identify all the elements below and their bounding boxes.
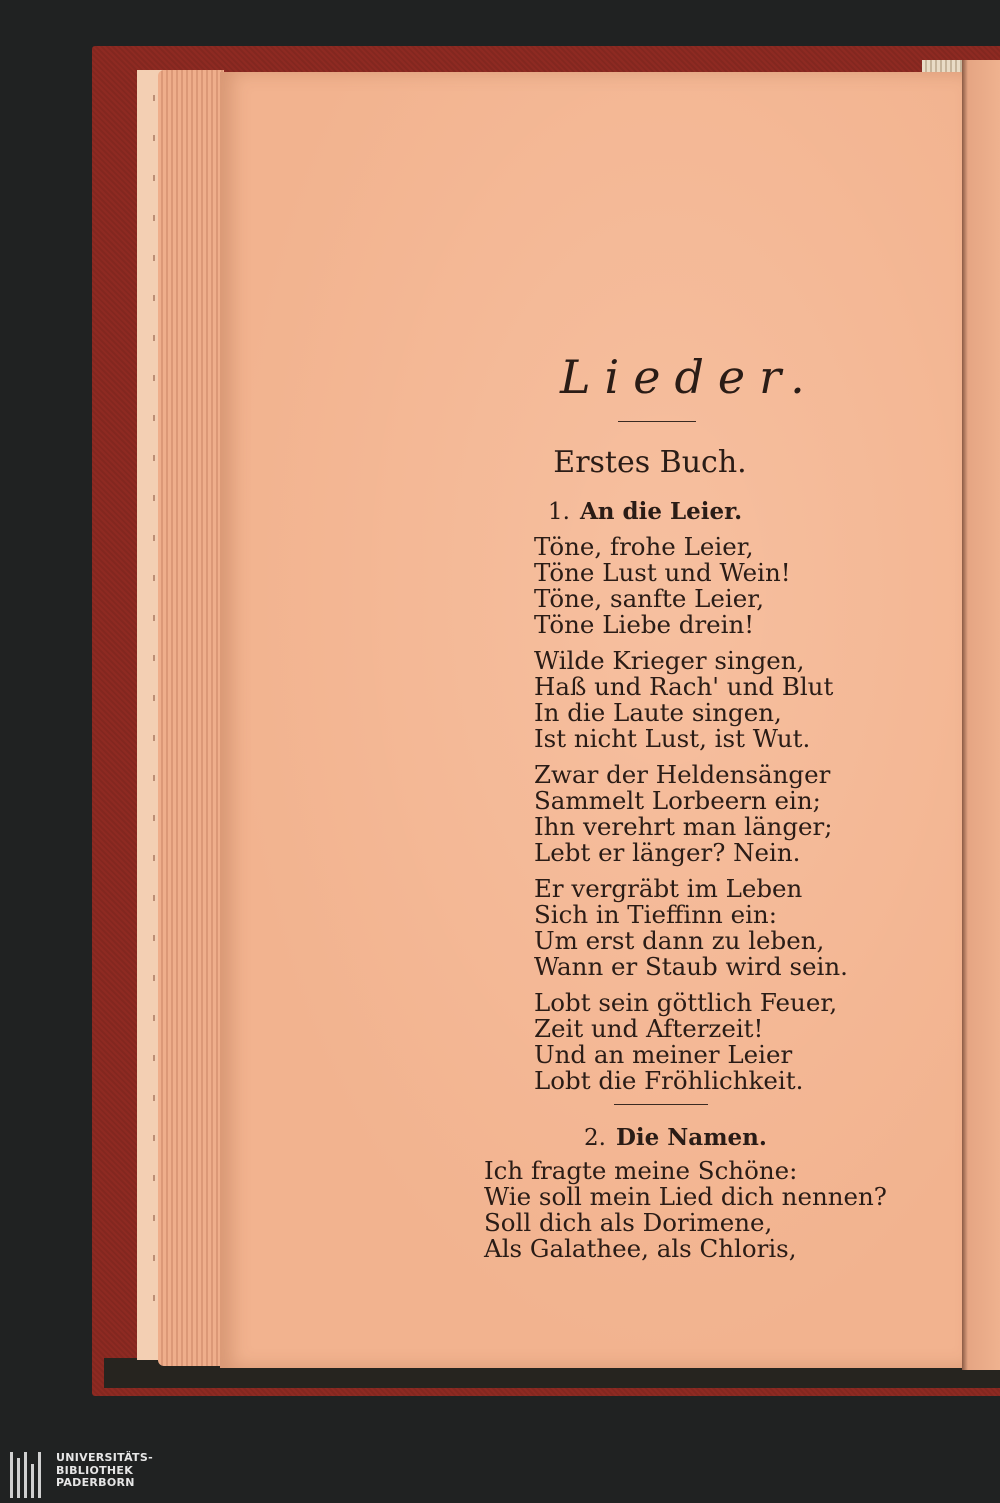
stanza-line: Lebt er länger? Nein. <box>534 838 801 867</box>
stanza-line: Und an meiner Leier <box>534 1040 793 1069</box>
poem-1-title: An die Leier. <box>579 498 743 525</box>
poem-2-title: Die Namen. <box>615 1124 767 1151</box>
gutter-next-page <box>962 60 1000 1370</box>
stanza-line: Ihn verehrt man länger; <box>534 812 833 841</box>
endpaper-stitching <box>153 95 155 1315</box>
stanza-line: In die Laute singen, <box>534 698 782 727</box>
stanza-line: Sammelt Lorbeern ein; <box>534 786 821 815</box>
stanza-line: Um erst dann zu leben, <box>534 926 825 955</box>
poem-1-heading <box>548 498 742 525</box>
logo-line-2: BIBLIOTHEK <box>56 1463 134 1477</box>
poem-2-number: 2. <box>584 1125 606 1151</box>
library-logo-icon <box>10 1452 46 1498</box>
stanza-line: Lobt die Fröhlichkeit. <box>534 1066 804 1095</box>
stanza-line: Ich fragte meine Schöne: <box>484 1156 798 1185</box>
library-logo-text <box>56 1452 153 1490</box>
stanza-line: Zwar der Heldensänger <box>534 760 831 789</box>
page-title: Lieder. <box>560 350 819 404</box>
stanza-line: Sich in Tieffinn ein: <box>534 900 777 929</box>
stanza-line: Ist nicht Lust, ist Wut. <box>534 724 811 753</box>
stanza-line: Als Galathee, als Chloris, <box>484 1234 797 1263</box>
title-rule <box>618 421 696 422</box>
stanza-line: Wie soll mein Lied dich nennen? <box>484 1182 887 1211</box>
stanza-line: Soll dich als Dorimene, <box>484 1208 773 1237</box>
stanza-line: Haß und Rach' und Blut <box>534 672 834 701</box>
stanza-line: Lobt sein göttlich Feuer, <box>534 988 838 1017</box>
stanza-line: Er vergräbt im Leben <box>534 874 803 903</box>
stanza-line: Wann er Staub wird sein. <box>534 952 848 981</box>
poem-1-number: 1. <box>548 499 570 525</box>
stanza-line: Wilde Krieger singen, <box>534 646 805 675</box>
stanza-line: Töne Lust und Wein! <box>534 558 791 587</box>
stanza-line: Töne Liebe drein! <box>534 610 755 639</box>
stanza-line: Zeit und Afterzeit! <box>534 1014 764 1043</box>
stanza-line: Töne, sanfte Leier, <box>534 584 765 613</box>
logo-line-1: UNIVERSITÄTS- <box>56 1451 153 1464</box>
poem-2-heading <box>584 1124 767 1151</box>
stanza-line: Töne, frohe Leier, <box>534 532 754 561</box>
poem-divider <box>614 1104 708 1105</box>
logo-line-3: PADERBORN <box>56 1476 135 1489</box>
page-edges <box>158 70 224 1366</box>
book-subtitle: Erstes Buch. <box>553 445 747 480</box>
